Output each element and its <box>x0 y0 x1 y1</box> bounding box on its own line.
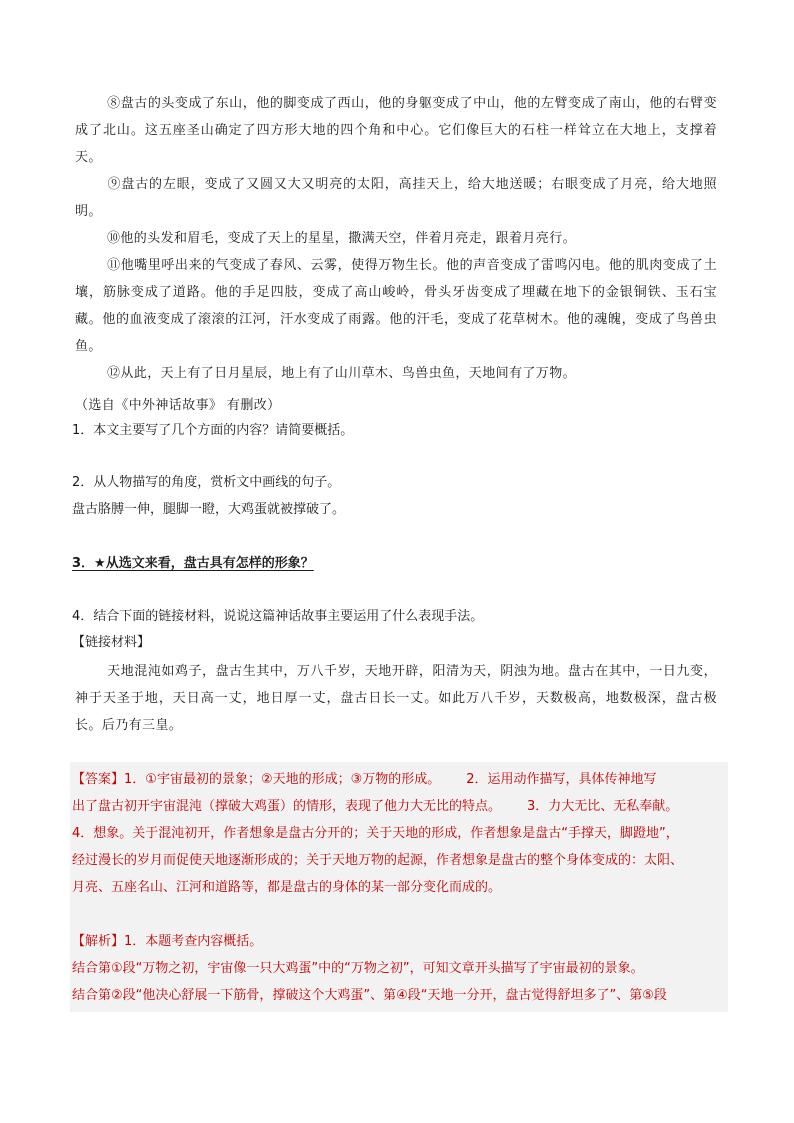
question-1: 1．本文主要写了几个方面的内容？请简要概括。 <box>72 423 354 438</box>
question-2: 2．从人物描写的角度，赏析文中画线的句子。 <box>72 475 341 490</box>
paragraph-11: ⑪他嘴里呼出来的气变成了春风、云雾，使得万物生长。他的声音变成了雷鸣闪电。他的肌肉变成了土壤，筋脉变成了道路。他的手足四肢，变成了高山峻岭，骨头牙齿变成了埋藏在地下的金银铜铁、玉石宝藏。他的血液变成了滚滚的江河，汗水变成了雨露。他的汗毛，变成了花草树木。他的魂魄，变成了鸟兽虫鱼。 <box>75 258 717 354</box>
answer-line-2: 出了盘古初开宇宙混沌（撑破大鸡蛋）的情形，表现了他力大无比的特点。 3．力大无比、无私奉献。 <box>72 799 679 814</box>
link-material-title: 【链接材料】 <box>72 635 151 650</box>
analysis-line-3: 结合第②段“他决心舒展一下筋骨，撑破这个大鸡蛋”、第④段“天地一分开，盘古觉得舒坦多了”、第⑤段 <box>72 988 667 1003</box>
analysis-line-1: 【解析】1．本题考查内容概括。 <box>72 934 263 949</box>
answer-line-5: 月亮、五座名山、江河和道路等，都是盘古的身体的某一部分变化而成的。 <box>72 880 502 895</box>
question-4: 4．结合下面的链接材料，说说这篇神话故事主要运用了什么表现手法。 <box>72 609 484 624</box>
analysis-line-2: 结合第①段“万物之初，宇宙像一只大鸡蛋”中的“万物之初”，可知文章开头描写了宇宙最初的景象。 <box>72 961 644 976</box>
answer-line-4: 经过漫长的岁月而促使天地逐渐形成的；关于天地万物的起源，作者想象是盘古的整个身体变成的：太阳、 <box>72 853 684 868</box>
link-material-text: 天地混沌如鸡子，盘古生其中，万八千岁，天地开辟，阳清为天，阴浊为地。盘古在其中，一日九变，神于天圣于地，天日高一丈，地日厚一丈，盘古日长一丈。如此万八千岁，天数极高，地数极深，盘古极长。后乃有三皇。 <box>75 664 717 733</box>
question-3: 3．★从选文来看，盘古具有怎样的形象？ <box>72 556 314 571</box>
question-2-sentence: 盘古胳膊一伸，腿脚一瞪，大鸡蛋就被撑破了。 <box>72 502 346 517</box>
paragraph-9: ⑨盘古的左眼，变成了又圆又大又明亮的太阳，高挂天上，给大地送暖；右眼变成了月亮，给大地照明。 <box>75 177 717 219</box>
answer-line-1: 【答案】1．①宇宙最初的景象；②天地的形成；③万物的形成。 2．运用动作描写，具体传神地写 <box>72 772 657 787</box>
analysis-tag: 【解析】 <box>72 934 125 949</box>
paragraph-10: ⑩他的头发和眉毛，变成了天上的星星，撒满天空，伴着月亮走，跟着月亮行。 <box>107 231 577 246</box>
paragraph-12: ⑫从此，天上有了日月星辰，地上有了山川草木、鸟兽虫鱼，天地间有了万物。 <box>107 366 577 381</box>
source-citation: （选自《中外神话故事》 有删改） <box>75 398 281 413</box>
paragraph-8: ⑧盘古的头变成了东山，他的脚变成了西山，他的身躯变成了中山，他的左臂变成了南山，他的右臂变成了北山。这五座圣山确定了四方形大地的四个角和中心。它们像巨大的石柱一样耸立在大地上，支撑着天。 <box>75 96 717 165</box>
answer-line-3: 4．想象。关于混沌初开，作者想象是盘古分开的；关于天地的形成，作者想象是盘古“手撑天，脚蹬地”， <box>72 826 679 841</box>
answer-tag: 【答案】 <box>72 772 125 787</box>
